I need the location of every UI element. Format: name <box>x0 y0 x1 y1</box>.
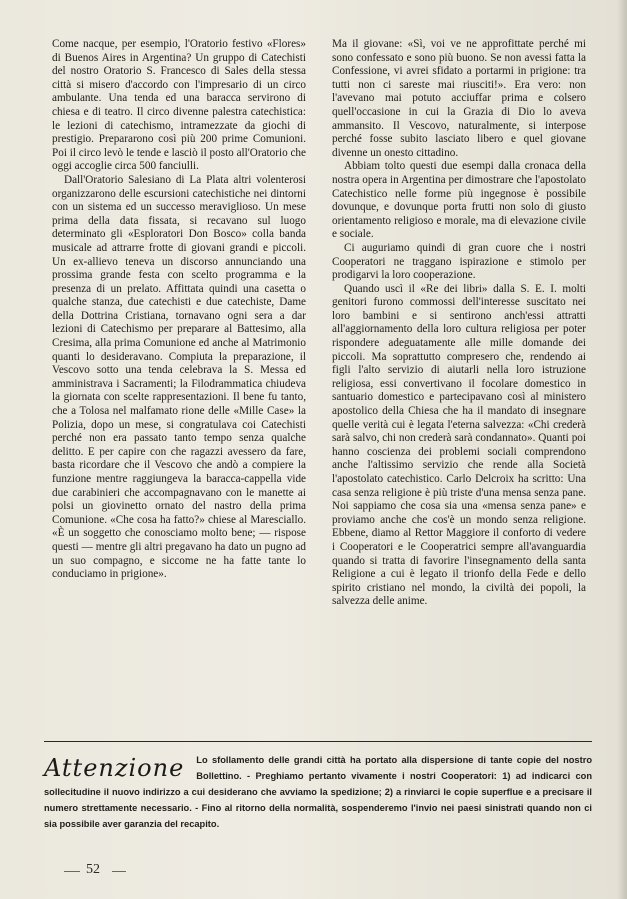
paragraph: Ci auguriamo quindi di gran cuore che i nostri Cooperatori ne traggano ispirazione e stimolo per prodigarvi la loro cooperazione. <box>332 241 586 282</box>
notice-heading: Attenzione <box>44 754 185 782</box>
paragraph: Quando uscì il «Re dei libri» dalla S. E. I. molti genitori furono commossi dell'interesse suscitato nei loro bambini e si sentirono anch'essi attratti all'aggiornamento della loro cultura religiosa per poter rispondere adeguatamente alle mille domande dei piccoli. Ma soprattutto compresero che, rendendo ai figli l'alto servizio di aiutarli nella loro istruzione religiosa, essi convertivano il focolare domestico in santuario domestico e partecipavano così al ministero apostolico della Chiesa che ha il mandato di insegnare quelle verità cui è legata l'eterna salvezza: «Chi crederà sarà salvo, chi non crederà sarà condannato». Quanti poi hanno coscienza dei problemi sociali comprendono anche l'altissimo servizio che rende alla Società l'apostolato catechistico. Carlo Delcroix ha scritto: Una casa senza religione è più triste d'una mensa senza pane. Noi sappiamo che cosa sia una «mensa senza pane» e proviamo anche che cos'è un mondo senza religione. Ebbene, diamo al Rettor Maggiore il conforto di vedere i Cooperatori e le Cooperatrici sempre all'avanguardia quando si tratta di favorire l'insegnamento della santa Religione a cui è legato il trionfo della Fede e dello spirito cristiano nel mondo, la civiltà dei popoli, la salvezza delle anime. <box>332 282 586 608</box>
paragraph: Dall'Oratorio Salesiano di La Plata altri volenterosi organizzarono delle escursioni catechistiche nei dintorni con un sistema ed un successo meraviglioso. Un mese prima della data fissata, si recavano sul luogo determinato gli «Esploratori Don Bosco» colla banda musicale ad attrarre frotte di giovani grandi e piccoli. Un ex-allievo teneva un discorso annunciando una prossima grande festa con scelto programma e la presenza di un prelato. Affittata quindi una casetta o qualche stanza, due catechisti e due catechiste, Dame della Dottrina Cristiana, tornavano ogni sera a dar lezioni di Catechismo per preparare al Battesimo, alla Cresima, alla prima Comunione ed anche al Matrimonio quanti lo desideravano. Compiuta la preparazione, il Vescovo sotto una tenda celebrava la S. Messa ed amministrava i Sacramenti; la Filodrammatica chiudeva la giornata con scelte rappresentazioni. Il bene fu tanto, che a Tolosa nel malfamato rione delle «Mille Case» la Polizia, dopo un mese, si congratulava coi Catechisti perché non era passato tanto tempo senza qualche delitto. E per capire con che ragazzi avessero da fare, basta ricordare che il Vescovo che andò a compiere la funzione mentre raggiungeva la baracca-cappella vide due carabinieri che accompagnavano con le manette ai polsi un giovinetto ornato del nastro della prima Comunione. «Che cosa ha fatto?» chiese al Maresciallo. «È un soggetto che conosciamo molto bene; — rispose questi — mentre gli altri pregavano ha dato un pugno ad un suo compagno, e siccome ne ha fatte tante lo conduciamo in prigione». <box>52 173 306 581</box>
section-divider <box>44 741 592 742</box>
page-edge-shadow <box>617 0 627 899</box>
left-column <box>52 38 306 738</box>
page-number: 52 <box>86 862 100 877</box>
notice-box <box>44 752 592 832</box>
article-body <box>52 38 586 738</box>
paragraph: Abbiam tolto questi due esempi dalla cronaca della nostra opera in Argentina per dimostrare che l'apostolato Catechistico nelle forme più ingegnose è possibile dovunque, e dovunque porta frutti non solo di giusto orientamento religioso e morale, ma di elevazione civile e sociale. <box>332 160 586 241</box>
notice-text: Lo sfollamento delle grandi città ha portato alla dispersione di tante copie del nostro Bollettino. - Preghiamo pertanto vivamente i nostri Cooperatori: 1) ad indicarci con sollecitudine il nuovo indirizzo a cui desiderano che avviamo la spedizione; 2) a rinviarci le copie superflue e a precisare il numero strettamente necessario. - Fino al ritorno della normalità, sospenderemo l'invio nei paesi sinistrati quando non ci sia possibile aver garanzia del recapito. <box>44 755 592 829</box>
paragraph: Come nacque, per esempio, l'Oratorio festivo «Flores» di Buenos Aires in Argentina? Un gruppo di Catechisti del nostro Oratorio S. Francesco di Sales della stessa città si misero d'accordo con l'impresario di un circo ambulante. Una tenda ed una baracca servirono di chiesa e di teatro. Il circo divenne palestra catechistica: le lezioni di catechismo, intramezzate da giochi di prestigio. Prepararono così più 200 prime Comunioni. Poi il circo levò le tende e lasciò il posto all'Oratorio che oggi accoglie circa 500 fanciulli. <box>52 38 306 173</box>
paragraph: Ma il giovane: «Sì, voi ve ne approfittate perché mi sono confessato e sono più buono. Se non avessi fatta la Confessione, vi avrei sfidato a portarmi in prigione: tra tutti non ci sareste mai riusciti!». Era vero: non l'avevano mai potuto acciuffar prima e colsero quell'occasione in cui la Grazia di Dio lo aveva ammansito. Il Vescovo, naturalmente, si interpose perché fosse subito lasciato libero e quel giovane divenne un onesto cittadino. <box>332 38 586 159</box>
right-column <box>332 38 586 738</box>
